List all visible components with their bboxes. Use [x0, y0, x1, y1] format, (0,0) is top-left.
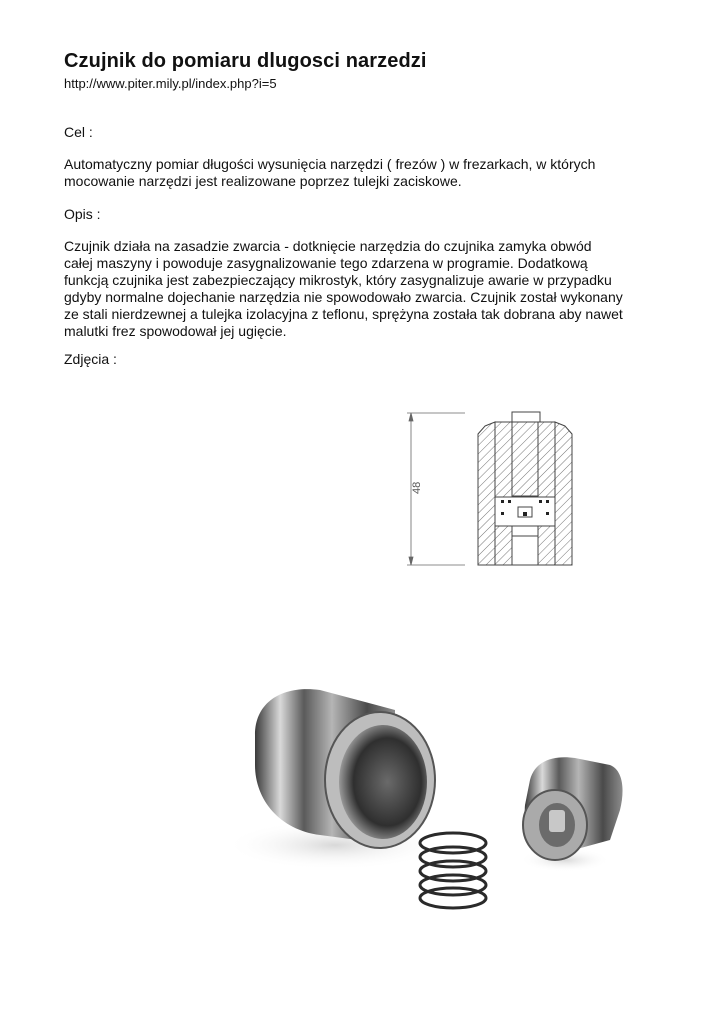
sensor-parts-photo: [225, 640, 655, 940]
opis-paragraph-line: Czujnik działa na zasadzie zwarcia - dotknięcie narzędzia do czujnika zamyka obwód: [64, 238, 592, 254]
sensor-cross-section-drawing: [405, 408, 590, 570]
opis-paragraph-line: gdyby normalne dojechanie narzędzia nie spowodowało zwarcia. Czujnik został wykonany: [64, 289, 623, 305]
cel-heading: Cel :: [64, 124, 93, 140]
opis-paragraph-line: malutki frez spowodował jej ugięcie.: [64, 323, 287, 339]
sleeve-part: [225, 689, 445, 870]
opis-paragraph-line: funkcją czujnika jest zabezpieczający mikrostyk, który zasygnalizuje awarie w przypadku: [64, 272, 612, 288]
opis-heading: Opis :: [64, 206, 101, 222]
zdjecia-heading: Zdjęcia :: [64, 351, 117, 367]
dimension-label: 48: [411, 481, 423, 494]
page-title: Czujnik do pomiaru dlugosci narzedzi: [64, 50, 427, 72]
sensor-body: [478, 412, 572, 565]
cel-paragraph-line: mocowanie narzędzi jest realizowane poprzez tulejki zaciskowe.: [64, 173, 462, 189]
cel-paragraph-line: Automatyczny pomiar długości wysunięcia narzędzi ( frezów ) w frezarkach, w których: [64, 156, 596, 172]
plunger-part: [520, 757, 623, 872]
source-url[interactable]: http://www.piter.mily.pl/index.php?i=5: [64, 76, 277, 91]
opis-paragraph-line: całej maszyny i powoduje zasygnalizowanie tego zdarzena w programie. Dodatkową: [64, 255, 588, 271]
opis-paragraph-line: ze stali nierdzewnej a tulejka izolacyjna z teflonu, sprężyna została tak dobrana aby nawet: [64, 306, 623, 322]
